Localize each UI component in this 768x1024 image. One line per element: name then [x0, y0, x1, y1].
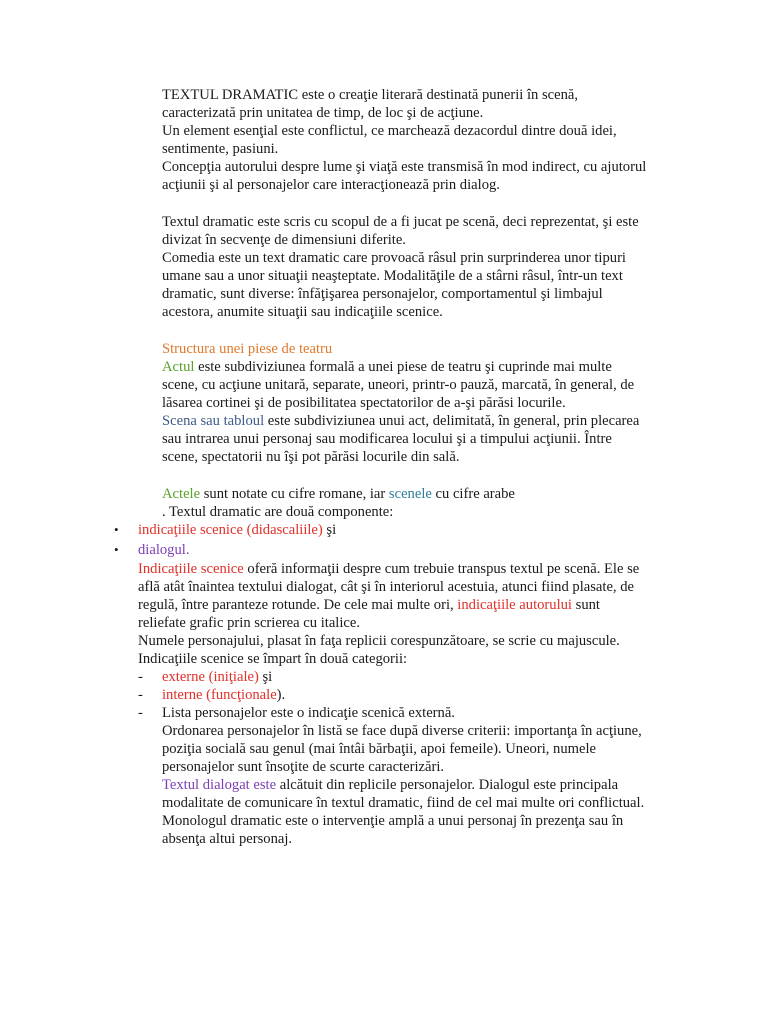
text-line: acţiunii şi al personajelor care interacţionează prin dialog.	[162, 177, 500, 193]
text-line: poziţia socială sau genul (mai întâi bărbaţii, apoi femeile). Uneori, numele	[162, 741, 597, 757]
text-span: cu cifre arabe	[431, 486, 515, 502]
term-externe: externe (iniţiale)	[162, 669, 259, 685]
text-line: sentimente, pasiuni.	[162, 141, 279, 157]
text-line: dramatic, sunt diverse: înfăţişarea personajelor, comportamentul şi limbajul	[162, 286, 603, 302]
text-line: Un element esenţial este conflictul, ce marchează dezacordul dintre două idei,	[162, 123, 617, 139]
text-line	[162, 412, 639, 430]
text-span: ).	[276, 687, 286, 703]
text-line: află atât înaintea textului dialogat, cât şi în interiorul acestuia, atunci fiind plasate, de	[138, 579, 635, 595]
text-line	[138, 560, 639, 578]
text-span: este subdiviziunea formală a unei piese de teatru şi cuprinde mai multe	[194, 359, 612, 375]
text-line: . Textul dramatic are două componente:	[162, 504, 394, 520]
text-line: Numele personajului, plasat în faţa replicii corespunzătoare, se scrie cu majuscule.	[138, 633, 620, 649]
list-item	[138, 521, 336, 539]
term-textul-dialogat: Textul dialogat este	[162, 777, 277, 793]
text-line: Monologul dramatic este o intervenţie amplă a unui personaj în prezenţa sau în	[162, 813, 624, 829]
dash-glyph: -	[138, 705, 143, 721]
text-line: divizat în secvenţe de dimensiuni diferite.	[162, 232, 406, 248]
text-span: şi	[322, 522, 337, 538]
text-span: sunt	[572, 597, 600, 613]
text-line: umane sau a unor situaţii neaşteptate. Modalităţile de a stârni râsul, într-un text	[162, 268, 623, 284]
text-line: Comedia este un text dramatic care provoacă râsul prin surprinderea unor tipuri	[162, 250, 626, 266]
list-item	[162, 686, 285, 704]
text-line: reliefate grafic prin scrierea cu italice.	[138, 615, 361, 631]
text-line: Ordonarea personajelor în listă se face după diverse criterii: importanţa în acţiune,	[162, 723, 642, 739]
text-line: sau intrarea unui personaj sau modificarea locului şi a timpului acţiunii. Între	[162, 431, 612, 447]
bullet-glyph: •	[114, 542, 119, 557]
text-span: regulă, între paranteze rotunde. De cele mai multe ori,	[138, 597, 458, 613]
text-span: oferă informaţii despre cum trebuie transpus textul pe scenă. Ele se	[243, 561, 640, 577]
text-line: personajelor sunt însoţite de scurte caracterizări.	[162, 759, 445, 775]
text-line: Concepţia autorului despre lume şi viaţă este transmisă în mod indirect, cu ajutorul	[162, 159, 647, 175]
text-line: scene, cu acţiune unitară, separate, uneori, printr-o pauză, marcată, în general, de	[162, 377, 635, 393]
term-indicatii-autorului: indicaţiile autorului	[457, 597, 572, 613]
text-line	[162, 358, 612, 376]
text-line	[162, 776, 618, 794]
dash-glyph: -	[138, 669, 143, 685]
term-scena: Scena sau tabloul	[162, 413, 265, 429]
text-line: Textul dramatic este scris cu scopul de a fi jucat pe scenă, deci reprezentat, şi este	[162, 214, 639, 230]
term-actul: Actul	[162, 359, 195, 375]
list-item	[162, 668, 272, 686]
term-indicatii-scenice: Indicaţiile scenice	[138, 561, 244, 577]
text-span: alcătuit din replicile personajelor. Dialogul este principala	[276, 777, 619, 793]
section-heading: Structura unei piese de teatru	[162, 341, 333, 357]
text-line: scene, spectatorii nu îşi pot părăsi locurile din sală.	[162, 449, 460, 465]
list-item: Lista personajelor este o indicaţie scenică externă.	[162, 705, 455, 721]
text-line: lăsarea cortinei şi de posibilitatea spectatorilor de a-şi părăsi locurile.	[162, 395, 566, 411]
text-line: acestora, anumite situaţii sau indicaţiile scenice.	[162, 304, 443, 320]
term-interne: interne (funcţionale	[162, 687, 277, 703]
text-span: sunt notate cu cifre romane, iar	[200, 486, 389, 502]
list-item: dialogul.	[138, 542, 190, 558]
text-line: modalitate de comunicare în textul dramatic, fiind de cel mai multe ori conflictual.	[162, 795, 645, 811]
text-line: Indicaţiile scenice se împart în două categorii:	[138, 651, 408, 667]
bullet-glyph: •	[114, 522, 119, 537]
text-line: caracterizată prin unitatea de timp, de loc şi de acţiune.	[162, 105, 484, 121]
text-span: şi	[258, 669, 273, 685]
dash-glyph: -	[138, 687, 143, 703]
text-span: este subdiviziunea unui act, delimitată, în general, prin plecarea	[264, 413, 640, 429]
term-scenele: scenele	[388, 486, 432, 502]
term-actele: Actele	[162, 486, 201, 502]
text-line	[138, 596, 600, 614]
term-indicatii: indicaţiile scenice (didascaliile)	[138, 522, 323, 538]
text-line	[162, 485, 515, 503]
text-line: TEXTUL DRAMATIC este o creaţie literară destinată punerii în scenă,	[162, 87, 579, 103]
text-line: absenţa altui personaj.	[162, 831, 293, 847]
